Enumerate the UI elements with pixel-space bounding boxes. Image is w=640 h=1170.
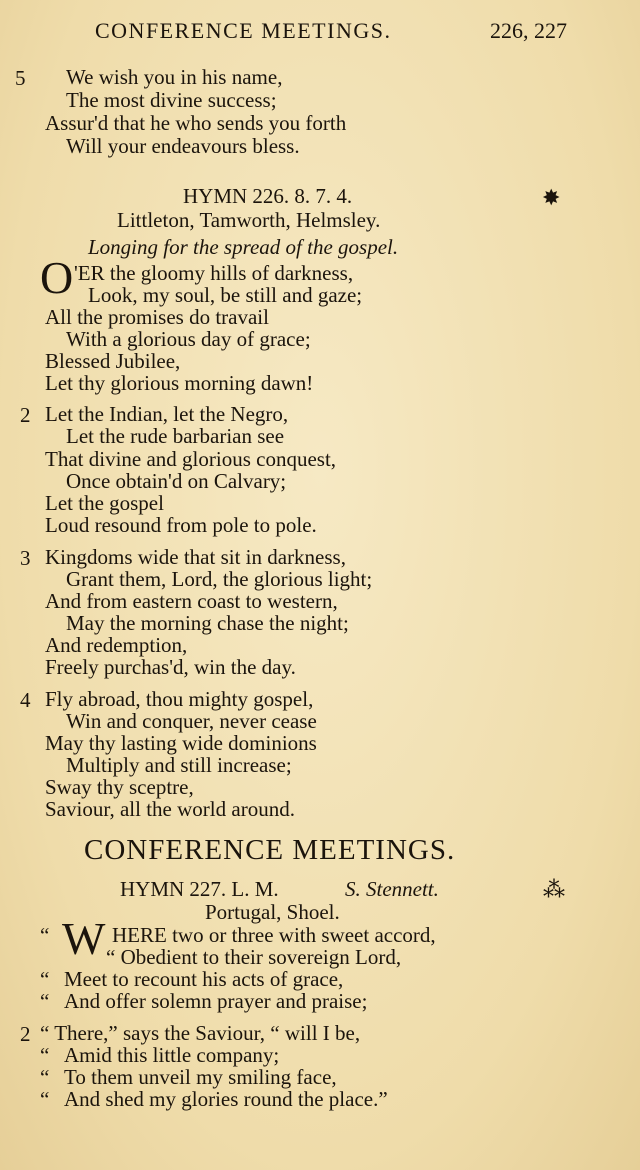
hymn-line: With a glorious day of grace; xyxy=(66,327,311,351)
hymn-line: “ Obedient to their sovereign Lord, xyxy=(106,945,402,969)
hymn-line: Saviour, all the world around. xyxy=(45,797,295,821)
hymn-line: Sway thy sceptre, xyxy=(45,775,194,799)
hymn-author: S. Stennett. xyxy=(345,877,439,901)
hymn-line: May the morning chase the night; xyxy=(66,611,349,635)
hymn-line: And from eastern coast to western, xyxy=(45,589,338,613)
verse-number: 2 xyxy=(20,1022,31,1046)
hymn-line: Assur'd that he who sends you forth xyxy=(45,111,347,135)
page-numbers: 226, 227 xyxy=(490,18,567,43)
hymn-line: Let the rude barbarian see xyxy=(66,424,285,448)
quote-mark: “ xyxy=(40,1065,50,1089)
verse-number: 5 xyxy=(15,66,26,90)
hymn-line: Fly abroad, thou mighty gospel, xyxy=(45,687,314,711)
hymn-line: Win and conquer, never cease xyxy=(66,709,317,733)
hymn-line: “ There,” says the Saviour, “ will I be, xyxy=(40,1021,361,1045)
hymn-heading: HYMN 226. 8. 7. 4. xyxy=(183,184,353,208)
verse-number: 2 xyxy=(20,403,31,427)
hymn-line: 'ER the gloomy hills of darkness, xyxy=(74,261,354,285)
ornament-icon: ⁂ xyxy=(543,877,565,902)
hymn-line: Freely purchas'd, win the day. xyxy=(45,655,296,679)
hymn-line: And shed my glories round the place.” xyxy=(64,1087,388,1111)
running-head-title: CONFERENCE MEETINGS. xyxy=(95,18,392,43)
verse-number: 3 xyxy=(20,546,31,570)
hymn-line: And redemption, xyxy=(45,633,188,657)
quote-mark: “ xyxy=(40,923,50,947)
hymn-heading: HYMN 227. L. M. xyxy=(120,877,279,901)
hymn-line: Let the Indian, let the Negro, xyxy=(45,402,289,426)
hymn-line: Will your endeavours bless. xyxy=(66,134,300,158)
verse-number: 4 xyxy=(20,688,31,712)
tune-names: Littleton, Tamworth, Helmsley. xyxy=(117,208,381,232)
hymn-line: To them unveil my smiling face, xyxy=(64,1065,337,1089)
tune-names: Portugal, Shoel. xyxy=(205,900,340,924)
hymn-line: Once obtain'd on Calvary; xyxy=(66,469,287,493)
hymn-line: Let the gospel xyxy=(45,491,164,515)
hymn-line: Let thy glorious morning dawn! xyxy=(45,371,314,395)
hymn-line: Multiply and still increase; xyxy=(66,753,292,777)
hymn-line: Grant them, Lord, the glorious light; xyxy=(66,567,373,591)
section-title: CONFERENCE MEETINGS. xyxy=(84,834,456,866)
quote-mark: “ xyxy=(40,1043,50,1067)
hymn-line: Kingdoms wide that sit in darkness, xyxy=(45,545,346,569)
ornament-icon: ✸ xyxy=(542,185,561,210)
hymn-line: May thy lasting wide dominions xyxy=(45,731,317,755)
quote-mark: “ xyxy=(40,989,50,1013)
hymn-line: Blessed Jubilee, xyxy=(45,349,181,373)
hymn-line: And offer solemn prayer and praise; xyxy=(64,989,368,1013)
hymn-line: All the promises do travail xyxy=(45,305,269,329)
quote-mark: “ xyxy=(40,1087,50,1111)
drop-cap: W xyxy=(62,913,106,964)
hymn-line: Loud resound from pole to pole. xyxy=(45,513,317,537)
hymn-subject: Longing for the spread of the gospel. xyxy=(88,235,399,259)
hymn-line: We wish you in his name, xyxy=(66,65,283,89)
drop-cap: O xyxy=(40,252,74,303)
hymn-line: That divine and glorious conquest, xyxy=(45,447,337,471)
hymn-line: Meet to recount his acts of grace, xyxy=(64,967,344,991)
hymn-line: The most divine success; xyxy=(66,88,277,112)
hymn-line: Look, my soul, be still and gaze; xyxy=(88,283,363,307)
quote-mark: “ xyxy=(40,967,50,991)
hymn-line: HERE two or three with sweet accord, xyxy=(112,923,436,947)
hymn-line: Amid this little company; xyxy=(64,1043,280,1067)
